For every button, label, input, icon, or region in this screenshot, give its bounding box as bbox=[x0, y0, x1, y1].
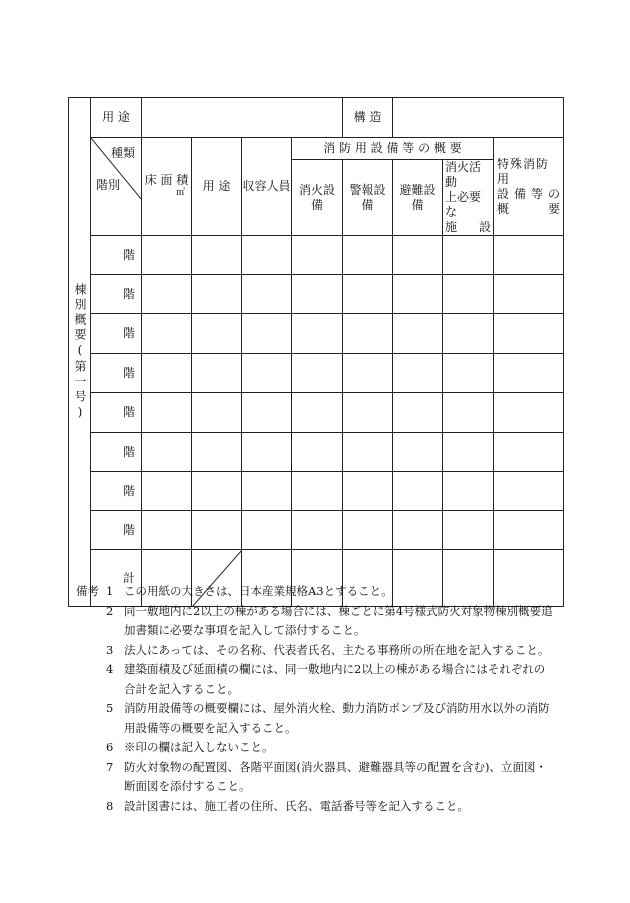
cell[interactable] bbox=[142, 236, 192, 275]
floor-area-header bbox=[142, 138, 192, 236]
cell[interactable] bbox=[393, 314, 443, 354]
note-text: 建築面積及び延面積の欄には、同一敷地内に2以上の棟がある場合にはそれぞれの bbox=[124, 662, 546, 676]
note-number: 1 bbox=[106, 584, 114, 598]
note-item bbox=[76, 602, 568, 622]
fire-extinguishing-header: 消火設備 bbox=[292, 160, 343, 236]
cell[interactable] bbox=[343, 433, 393, 472]
equipment-group-header: 消 防 用 設 備 等 の 概 要 bbox=[292, 138, 494, 160]
floor-row-label: 階 bbox=[91, 433, 142, 472]
structure-input-cell[interactable] bbox=[393, 98, 564, 138]
special-equipment-header bbox=[494, 138, 564, 236]
cell[interactable] bbox=[142, 433, 192, 472]
cell[interactable] bbox=[343, 354, 393, 393]
floor-row-label: 階 bbox=[91, 354, 142, 393]
cell[interactable] bbox=[494, 354, 564, 393]
cell[interactable] bbox=[443, 433, 494, 472]
cell[interactable] bbox=[192, 354, 242, 393]
note-number: 5 bbox=[106, 701, 114, 715]
note-number: 8 bbox=[106, 798, 114, 813]
note-number: 4 bbox=[106, 662, 114, 676]
floor-row-label: 階 bbox=[91, 472, 142, 511]
special-char: 備 bbox=[514, 186, 527, 201]
note-number: 3 bbox=[106, 642, 114, 657]
cell[interactable] bbox=[494, 275, 564, 314]
cell[interactable] bbox=[494, 511, 564, 550]
cell[interactable] bbox=[192, 472, 242, 511]
special-line1: 特殊消防用 bbox=[497, 156, 550, 186]
floor-row-label: 階 bbox=[91, 393, 142, 433]
cell[interactable] bbox=[142, 275, 192, 314]
special-char: 概 bbox=[497, 201, 510, 216]
notes-head: 備考 bbox=[76, 584, 99, 598]
cell[interactable] bbox=[242, 511, 292, 550]
cell[interactable] bbox=[192, 275, 242, 314]
cell[interactable] bbox=[292, 433, 343, 472]
cell[interactable] bbox=[393, 511, 443, 550]
cell[interactable] bbox=[443, 393, 494, 433]
cell[interactable] bbox=[343, 275, 393, 314]
firefighting-char: 設 bbox=[478, 220, 491, 234]
note-continuation: 合計を記入すること。 bbox=[124, 681, 239, 696]
cell[interactable] bbox=[443, 354, 494, 393]
special-char: 要 bbox=[548, 201, 561, 216]
note-number: 2 bbox=[106, 603, 114, 618]
cell[interactable] bbox=[192, 236, 242, 275]
cell[interactable] bbox=[393, 354, 443, 393]
kind-label: 種類 bbox=[110, 146, 135, 160]
floor-label: 階別 bbox=[96, 178, 121, 192]
cell[interactable] bbox=[292, 236, 343, 275]
cell[interactable] bbox=[443, 275, 494, 314]
cell[interactable] bbox=[443, 236, 494, 275]
side-label: 棟別概要(第一号) bbox=[73, 282, 87, 422]
floor-row-label: 階 bbox=[91, 511, 142, 550]
building-overview-table bbox=[68, 97, 564, 607]
cell[interactable] bbox=[142, 354, 192, 393]
firefighting-header bbox=[443, 160, 494, 236]
cell[interactable] bbox=[292, 354, 343, 393]
note-continuation: 断面図を添付すること。 bbox=[124, 779, 251, 793]
structure-label: 構 造 bbox=[343, 98, 393, 138]
cell[interactable] bbox=[292, 275, 343, 314]
cell[interactable] bbox=[494, 433, 564, 472]
cell[interactable] bbox=[343, 314, 393, 354]
note-text: 同一敷地内に2以上の棟がある場合には、棟ごとに第4号様式防火対象物棟別概要追 bbox=[124, 603, 553, 618]
special-char: の bbox=[548, 186, 561, 201]
note-item bbox=[76, 738, 568, 758]
cell[interactable] bbox=[192, 511, 242, 550]
cell[interactable] bbox=[242, 472, 292, 511]
use-header: 用 途 bbox=[192, 138, 242, 236]
cell[interactable] bbox=[292, 393, 343, 433]
cell[interactable] bbox=[494, 236, 564, 275]
side-label-cell bbox=[69, 98, 91, 607]
cell[interactable] bbox=[142, 472, 192, 511]
cell[interactable] bbox=[393, 275, 443, 314]
cell[interactable] bbox=[393, 393, 443, 433]
total-row-label: 計 bbox=[91, 550, 142, 607]
note-text: 消防用設備等の概要欄には、屋外消火栓、動力消防ポンプ及び消防用水以外の消防 bbox=[124, 701, 550, 715]
cell[interactable] bbox=[494, 393, 564, 433]
floor-row-label: 階 bbox=[91, 314, 142, 354]
note-text: 法人にあっては、その名称、代表者氏名、主たる事務所の所在地を記入すること。 bbox=[124, 642, 550, 657]
cell[interactable] bbox=[142, 314, 192, 354]
notes-section bbox=[76, 582, 568, 816]
kind-floor-header bbox=[91, 138, 142, 236]
firefighting-line1: 消火活動 bbox=[445, 160, 482, 189]
floor-row-label: 階 bbox=[91, 236, 142, 275]
cell[interactable] bbox=[142, 393, 192, 433]
building-overview-form bbox=[68, 97, 564, 607]
cell[interactable] bbox=[443, 314, 494, 354]
note-continuation: 加書類に必要な事項を記入して添付すること。 bbox=[124, 623, 366, 637]
special-char: 等 bbox=[531, 186, 544, 201]
firefighting-line2: 上必要な bbox=[445, 190, 482, 219]
special-line2 bbox=[497, 187, 560, 202]
cell[interactable] bbox=[192, 393, 242, 433]
evacuation-header: 避難設備 bbox=[393, 160, 443, 236]
cell[interactable] bbox=[343, 511, 393, 550]
firefighting-line3 bbox=[445, 220, 491, 235]
note-continuation: 用設備等の概要を記入すること。 bbox=[124, 720, 297, 735]
note-item bbox=[76, 758, 568, 778]
cell[interactable] bbox=[494, 472, 564, 511]
cell[interactable] bbox=[292, 511, 343, 550]
alarm-header: 警報設備 bbox=[343, 160, 393, 236]
use-label-top: 用 途 bbox=[91, 98, 142, 138]
cell[interactable] bbox=[343, 472, 393, 511]
cell[interactable] bbox=[343, 236, 393, 275]
cell[interactable] bbox=[494, 314, 564, 354]
firefighting-char: 施 bbox=[445, 220, 458, 234]
note-item bbox=[76, 660, 568, 680]
cell[interactable] bbox=[192, 314, 242, 354]
cell[interactable] bbox=[443, 472, 494, 511]
cell[interactable] bbox=[443, 511, 494, 550]
cell[interactable] bbox=[393, 236, 443, 275]
note-number: 7 bbox=[106, 759, 114, 774]
cell[interactable] bbox=[393, 433, 443, 472]
note-item bbox=[76, 641, 568, 661]
note-number: 6 bbox=[106, 740, 114, 754]
cell[interactable] bbox=[292, 472, 343, 511]
note-item bbox=[76, 699, 568, 719]
special-char: 設 bbox=[497, 186, 510, 201]
note-text: ※印の欄は記入しないこと。 bbox=[124, 740, 274, 754]
cell[interactable] bbox=[242, 275, 292, 314]
note-text: この用紙の大きさは、日本産業規格A3とすること。 bbox=[124, 584, 393, 598]
floor-row-label: 階 bbox=[91, 275, 142, 314]
cell[interactable] bbox=[242, 314, 292, 354]
cell[interactable] bbox=[292, 314, 343, 354]
cell[interactable] bbox=[242, 354, 292, 393]
note-item bbox=[76, 797, 568, 817]
cell[interactable] bbox=[192, 433, 242, 472]
cell[interactable] bbox=[142, 511, 192, 550]
cell[interactable] bbox=[242, 433, 292, 472]
cell[interactable] bbox=[242, 393, 292, 433]
floor-area-unit: ㎡ bbox=[175, 188, 185, 199]
special-line3 bbox=[497, 202, 560, 217]
capacity-header: 収容人員 bbox=[242, 138, 292, 236]
floor-area-label: 床 面 積 bbox=[144, 173, 189, 188]
cell[interactable] bbox=[393, 472, 443, 511]
note-item bbox=[76, 582, 568, 602]
note-text: 防火対象物の配置図、各階平面図(消火器具、避難器具等の配置を含む)、立面図・ bbox=[124, 759, 547, 774]
cell[interactable] bbox=[242, 236, 292, 275]
use-input-cell[interactable] bbox=[142, 98, 343, 138]
cell[interactable] bbox=[343, 393, 393, 433]
note-text: 設計図書には、施工者の住所、氏名、電話番号等を記入すること。 bbox=[124, 798, 469, 813]
